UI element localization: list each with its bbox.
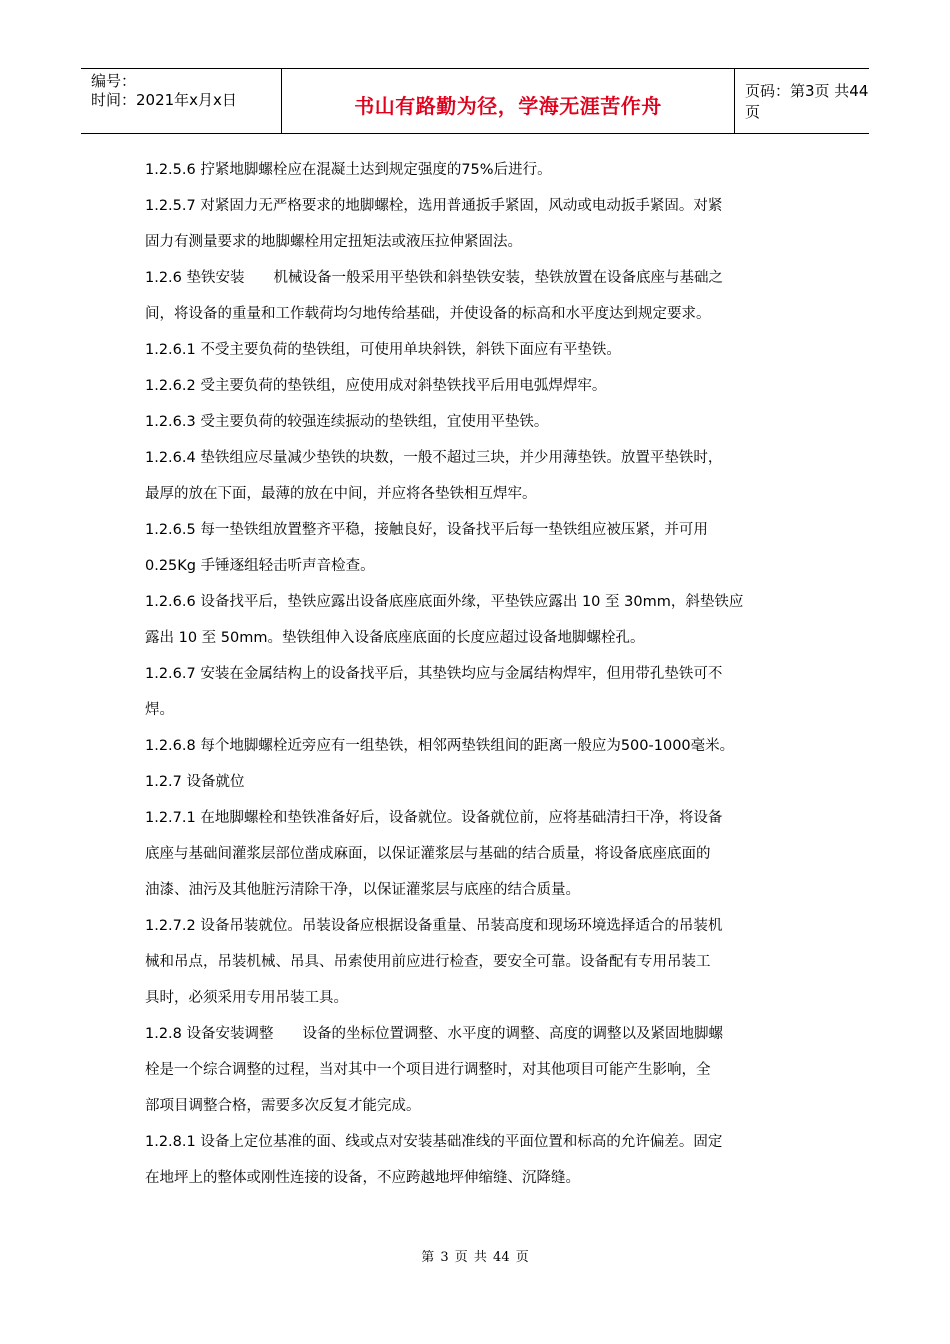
text-line: 1.2.6.8 每个地脚螺栓近旁应有一组垫铁，相邻两垫铁组间的距离一般应为500-1000毫米。 — [145, 738, 735, 754]
header-motto-cell — [282, 69, 735, 133]
text-line: 1.2.8.1 设备上定位基准的面、线或点对安装基础准线的平面位置和标高的允许偏差。固定 — [145, 1134, 723, 1150]
text-line: 1.2.5.7 对紧固力无严格要求的地脚螺栓，选用普通扳手紧固，风动或电动扳手紧固。对紧 — [145, 198, 723, 214]
header-motto: 书山有路勤为径，学海无涯苦作舟 — [354, 93, 662, 118]
text-line: 底座与基础间灌浆层部位凿成麻面，以保证灌浆层与基础的结合质量，将设备底座底面的 — [145, 846, 711, 862]
text-line: 焊。 — [145, 702, 174, 718]
text-line: 栓是一个综合调整的过程，当对其中一个项目进行调整时，对其他项目可能产生影响，全 — [145, 1062, 711, 1078]
text-line: 1.2.6.5 每一垫铁组放置整齐平稳，接触良好，设备找平后每一垫铁组应被压紧，并可用 — [145, 522, 708, 538]
text-line: 1.2.6.3 受主要负荷的较强连续振动的垫铁组，宜使用平垫铁。 — [145, 414, 549, 430]
text-line: 1.2.6.7 安装在金属结构上的设备找平后，其垫铁均应与金属结构焊牢，但用带孔垫铁可不 — [145, 666, 723, 682]
page-footer — [0, 1246, 950, 1265]
text-line: 具时，必须采用专用吊装工具。 — [145, 990, 348, 1006]
text-line: 1.2.7.2 设备吊装就位。吊装设备应根据设备重量、吊装高度和现场环境选择适合的吊装机 — [145, 918, 723, 934]
text-line: 1.2.6 垫铁安装 机械设备一般采用平垫铁和斜垫铁安装，垫铁放置在设备底座与基础之 — [145, 270, 723, 286]
document-date-label: 时间：2021年x月x日 — [91, 91, 237, 109]
text-line: 部项目调整合格，需要多次反复才能完成。 — [145, 1098, 421, 1114]
text-line: 间，将设备的重量和工作载荷均匀地传给基础，并使设备的标高和水平度达到规定要求。 — [145, 306, 711, 322]
document-number-label: 编号： — [91, 72, 137, 90]
text-line: 1.2.8 设备安装调整 设备的坐标位置调整、水平度的调整、高度的调整以及紧固地脚螺 — [145, 1026, 723, 1042]
text-line: 1.2.6.2 受主要负荷的垫铁组，应使用成对斜垫铁找平后用电弧焊焊牢。 — [145, 378, 607, 394]
text-line: 在地坪上的整体或刚性连接的设备，不应跨越地坪伸缩缝、沉降缝。 — [145, 1170, 580, 1186]
text-line: 油漆、油污及其他脏污清除干净，以保证灌浆层与底座的结合质量。 — [145, 882, 580, 898]
document-header — [81, 68, 869, 134]
text-line: 1.2.6.6 设备找平后，垫铁应露出设备底座底面外缘，平垫铁应露出 10 至 30mm，斜垫铁应 — [145, 594, 744, 610]
text-line: 0.25Kg 手锤逐组轻击听声音检查。 — [145, 558, 375, 574]
document-body — [145, 152, 805, 1196]
text-line: 1.2.5.6 拧紧地脚螺栓应在混凝土达到规定强度的75%后进行。 — [145, 162, 552, 178]
text-line: 1.2.7 设备就位 — [145, 774, 245, 790]
text-line: 1.2.6.4 垫铁组应尽量减少垫铁的块数，一般不超过三块，并少用薄垫铁。放置平垫铁时， — [145, 450, 723, 466]
footer-page-number: 第 3 页 共 44 页 — [421, 1250, 529, 1265]
text-line: 固力有测量要求的地脚螺栓用定扭矩法或液压拉伸紧固法。 — [145, 234, 522, 250]
text-line: 最厚的放在下面，最薄的放在中间，并应将各垫铁相互焊牢。 — [145, 486, 537, 502]
header-info-cell — [81, 69, 282, 133]
header-page-number: 页码：第3页 共44页 — [745, 82, 869, 121]
text-line: 械和吊点，吊装机械、吊具、吊索使用前应进行检查，要安全可靠。设备配有专用吊装工 — [145, 954, 711, 970]
text-line: 1.2.7.1 在地脚螺栓和垫铁准备好后，设备就位。设备就位前，应将基础清扫干净，将设备 — [145, 810, 723, 826]
text-line: 露出 10 至 50mm。垫铁组伸入设备底座底面的长度应超过设备地脚螺栓孔。 — [145, 630, 645, 646]
header-page-cell — [735, 69, 869, 133]
text-line: 1.2.6.1 不受主要负荷的垫铁组，可使用单块斜铁，斜铁下面应有平垫铁。 — [145, 342, 621, 358]
